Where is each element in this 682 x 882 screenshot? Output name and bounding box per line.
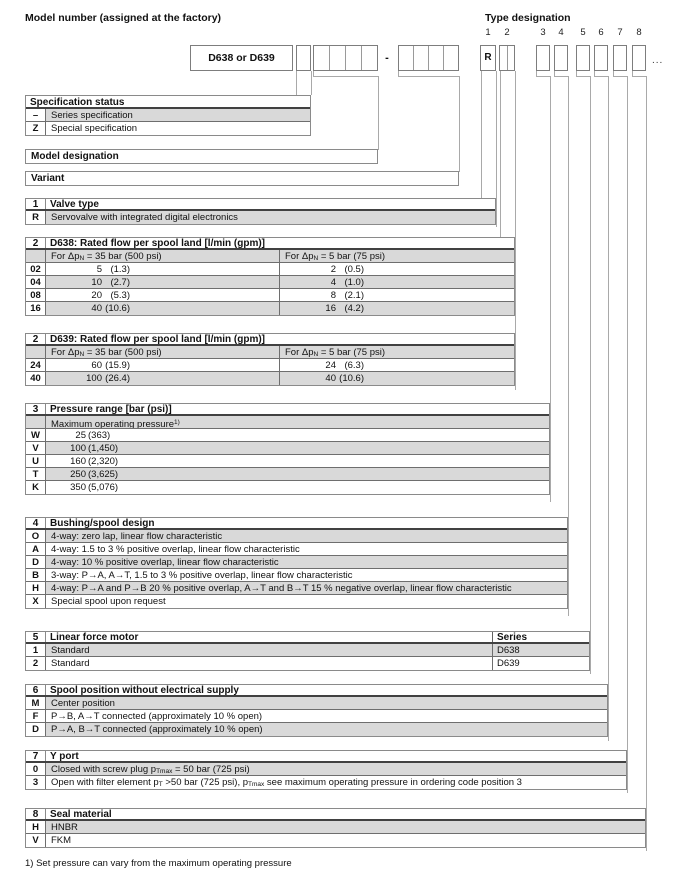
subheader-cell: For $\Delta p_N = 35$ bar (500 psi) [46,346,280,358]
connector-line [311,71,312,95]
connector-line [568,76,569,616]
section-number: 3 [26,404,46,414]
model-number-heading: Model number (assigned at the factory) [25,12,222,24]
row-description: HNBR [46,821,645,833]
variant-boxes-cell [443,46,458,70]
type-position-number: 7 [617,27,623,38]
row-description: Open with filter element $p_T >50$ bar (725 psi), $p_{Tmax}$ see maximum operating pressure in ordering code position 3 [46,776,626,789]
pressure-value: 250 (3,625) [46,468,549,480]
variant-boxes-cell [428,46,443,70]
model-designation-boxes [313,45,378,71]
type-position-8-box [632,45,646,71]
flow-value-5bar: 2 (0.5) [280,263,514,275]
type-position-number: 5 [580,27,586,38]
table-row [26,776,626,789]
row-description: 3-way: P→A, A→T, 1.5 to 3 % positive overlap, linear flow characteristic [46,569,567,581]
row-code [26,346,46,358]
table-row [26,644,589,657]
section-number: 6 [26,685,46,695]
connector-line [313,76,378,77]
section-title: Pressure range [bar (psi)] [50,404,172,415]
spec-status-title: Specification status [30,97,125,108]
type-position-5-box [576,45,590,71]
section-header [26,809,645,821]
connector-line [627,76,628,793]
row-description: Series specification [46,109,310,121]
section-header [26,751,626,763]
row-description: 4-way: P→A and P→B 20 % positive overlap, A→T and B→T 15 % negative overlap, linear flow characteristic [46,582,567,594]
row-code: R [26,211,46,224]
row-code: 2 [26,657,46,670]
row-description: 4-way: zero lap, linear flow characteristic [46,530,567,542]
section-number: 7 [26,751,46,761]
section-bushing-spool-table [25,517,568,609]
row-description: Special specification [46,122,310,135]
row-description: FKM [46,834,645,847]
table-row [26,276,514,289]
table-row [26,455,549,468]
series-column-header: Series [492,632,589,642]
connector-line [590,76,591,674]
table-row [26,723,607,736]
type-position-number: 2 [504,27,510,38]
spec-status-box [296,45,311,71]
connector-line [481,71,482,198]
section-title: D639: Rated flow per spool land [l/min (gpm)] [50,334,266,345]
table-row [26,442,549,455]
dash-separator: - [385,52,389,64]
row-code: V [26,442,46,454]
flow-value-35bar: 100 (26.4) [46,372,280,385]
row-description: Servovalve with integrated digital electronics [46,211,495,224]
row-description: P→A, B→T connected (approximately 10 % open) [46,723,607,736]
model-designation-boxes-cell [361,46,377,70]
series-value: D639 [492,657,589,670]
section-header [26,685,607,697]
row-code [26,416,46,428]
section-number: 4 [26,518,46,528]
type-position-number: 8 [636,27,642,38]
section-y-port-table [25,750,627,790]
type-position-1-box: R [480,45,496,71]
connector-line [536,76,550,77]
pressure-value: 350 (5,076) [46,481,549,494]
type-position-6-box [594,45,608,71]
table-row [26,429,549,442]
type-box-cell [507,46,515,70]
connector-line [554,76,568,77]
connector-line [550,76,551,502]
variant-boxes-cell [413,46,428,70]
row-code: W [26,429,46,441]
type-designation-heading: Type designation [485,12,571,24]
type-position-3-box [536,45,550,71]
section-spool-position-table [25,684,608,737]
row-code: – [26,109,46,121]
row-code: U [26,455,46,467]
row-code: 3 [26,776,46,789]
section-title: Seal material [50,809,112,820]
subheader-cell: Maximum operating pressure$^{1)}$ [46,416,549,428]
connector-line [515,71,516,390]
flow-value-5bar: 40 (10.6) [280,372,514,385]
connector-line [632,76,646,77]
variant-boxes [398,45,459,71]
subheader-row [26,346,514,359]
table-row [26,211,495,224]
table-row [26,763,626,776]
table-row [26,289,514,302]
model-designation-bar: Model designation [25,149,378,164]
type-position-number: 6 [598,27,604,38]
table-row [26,372,514,385]
section-title: D638: Rated flow per spool land [l/min (gpm)] [50,238,266,249]
subheader-cell: For $\Delta p_N = 5$ bar (75 psi) [280,346,514,358]
row-code: K [26,481,46,494]
ellipsis: ... [652,55,664,66]
flow-value-5bar: 24 (6.3) [280,359,514,371]
type-position-2-box [499,45,515,71]
row-description: 4-way: 10 % positive overlap, linear flow characteristic [46,556,567,568]
footnote: 1) Set pressure can vary from the maximum operating pressure [25,858,292,869]
row-code: X [26,595,46,608]
connector-line [613,76,627,77]
section-header [26,632,589,644]
row-code: 08 [26,289,46,301]
table-row [26,657,589,670]
variant-bar: Variant [25,171,459,186]
model-designation-boxes-cell [314,46,329,70]
section-force-motor-table [25,631,590,671]
connector-line [594,76,608,77]
row-code [26,250,46,262]
section-header [26,199,495,211]
subheader-cell: For $\Delta p_N = 5$ bar (75 psi) [280,250,514,262]
section-number: 2 [26,334,46,344]
flow-value-35bar: 10 (2.7) [46,276,280,288]
connector-line [608,76,609,741]
table-row [26,582,567,595]
section-title: Spool position without electrical supply [50,685,239,696]
table-row [26,821,645,834]
section-d638-flow-table [25,237,515,316]
spec-status-header [26,96,310,109]
section-header [26,238,514,250]
connector-line [378,76,379,150]
table-row [26,109,310,122]
row-code: O [26,530,46,542]
section-header [26,334,514,346]
table-row [26,556,567,569]
model-designation-boxes-cells [314,46,377,70]
section-number: 8 [26,809,46,819]
row-code: H [26,821,46,833]
row-code: B [26,569,46,581]
row-code: F [26,710,46,722]
row-code: D [26,556,46,568]
section-title: Linear force motor [50,632,139,643]
table-row [26,302,514,315]
connector-line [646,76,647,851]
type-position-number: 1 [485,27,491,38]
section-title: Y port [50,751,79,762]
subheader-row [26,416,549,429]
table-row [26,834,645,847]
section-title: Valve type [50,199,99,210]
pressure-value: 100 (1,450) [46,442,549,454]
subheader-row [26,250,514,263]
variant-boxes-cell [399,46,413,70]
section-valve-type-table [25,198,496,225]
table-row [26,359,514,372]
table-row [26,595,567,608]
row-code: 24 [26,359,46,371]
row-code: 40 [26,372,46,385]
type-position-4-box [554,45,568,71]
model-designation-boxes-cell [329,46,345,70]
type-box-cells [500,46,514,70]
table-row [26,543,567,556]
row-code: H [26,582,46,594]
section-number: 5 [26,632,46,642]
row-code: 04 [26,276,46,288]
connector-line [500,71,501,237]
table-row [26,122,310,135]
table-row [26,569,567,582]
flow-value-5bar: 4 (1.0) [280,276,514,288]
row-code: D [26,723,46,736]
table-row [26,468,549,481]
section-header [26,518,567,530]
table-row [26,263,514,276]
section-d639-flow-table [25,333,515,386]
flow-value-5bar: 16 (4.2) [280,302,514,315]
section-pressure-range-table [25,403,550,495]
spec-status-table [25,95,311,136]
connector-line [459,76,460,172]
row-description: Standard [46,657,492,670]
flow-value-5bar: 8 (2.1) [280,289,514,301]
variant-boxes-cells [399,46,458,70]
row-code: 16 [26,302,46,315]
section-seal-material-table [25,808,646,848]
section-number: 2 [26,238,46,248]
row-code: V [26,834,46,847]
row-description: P→B, A→T connected (approximately 10 % open) [46,710,607,722]
table-row [26,697,607,710]
row-description: Special spool upon request [46,595,567,608]
row-code: 02 [26,263,46,275]
model-designation-boxes-cell [345,46,361,70]
row-description: 4-way: 1.5 to 3 % positive overlap, linear flow characteristic [46,543,567,555]
flow-value-35bar: 40 (10.6) [46,302,280,315]
series-value: D638 [492,644,589,656]
row-code: 0 [26,763,46,775]
row-code: 1 [26,644,46,656]
section-title: Bushing/spool design [50,518,155,529]
subheader-cell: For $\Delta p_N = 35$ bar (500 psi) [46,250,280,262]
row-code: Z [26,122,46,135]
table-row [26,710,607,723]
table-row [26,530,567,543]
flow-value-35bar: 60 (15.9) [46,359,280,371]
type-position-number: 4 [558,27,564,38]
row-description: Standard [46,644,492,656]
section-number: 1 [26,199,46,209]
row-code: A [26,543,46,555]
table-row [26,481,549,494]
row-description: Closed with screw plug $p_{Tmax} = 50$ bar (725 psi) [46,763,626,775]
section-header [26,404,549,416]
row-code: T [26,468,46,480]
model-series-box: D638 or D639 [190,45,293,71]
pressure-value: 160 (2,320) [46,455,549,467]
row-description: Center position [46,697,607,709]
connector-line [496,71,497,227]
connector-line [296,71,297,95]
row-code: M [26,697,46,709]
connector-line [398,76,459,77]
flow-value-35bar: 5 (1.3) [46,263,280,275]
flow-value-35bar: 20 (5.3) [46,289,280,301]
pressure-value: 25 (363) [46,429,549,441]
connector-line [576,76,590,77]
type-position-7-box [613,45,627,71]
type-position-number: 3 [540,27,546,38]
